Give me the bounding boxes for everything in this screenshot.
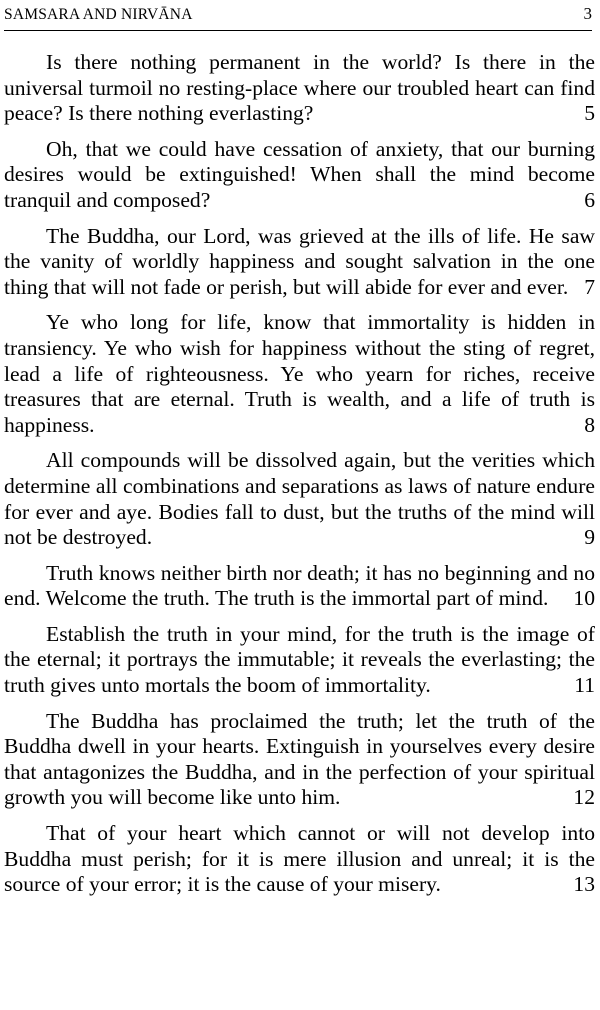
verse-11 [4,622,595,699]
verse-number: 5 [584,101,595,126]
verse-13 [4,821,595,898]
verse-number: 9 [584,525,595,550]
verse-8 [4,310,595,438]
verse-7 [4,224,595,301]
running-head [4,4,592,26]
verse-text: Truth knows neither birth nor death; it has no beginning and no end. Welcome the truth. The truth is the immortal part of mind. [4,560,595,611]
verse-6 [4,137,595,214]
verse-text: Ye who long for life, know that immortality is hidden in transiency. Ye who wish for happiness without the sting of regret, lead a life of righteousness. Ye who yearn for riches, receive treasures that are eternal. Truth is wealth, and a life of truth is happiness. [4,310,595,437]
verse-text: Is there nothing permanent in the world? Is there in the universal turmoil no resting-place where our troubled heart can find peace? Is there nothing everlasting? [4,50,595,126]
verse-number: 11 [574,673,595,698]
verse-number: 7 [584,274,595,299]
header-rule [4,30,592,31]
page-body [4,50,595,908]
verse-number: 13 [573,872,595,897]
verse-text: The Buddha has proclaimed the truth; let the truth of the Buddha dwell in your hearts. Extinguish in yourselves every desire that antagonizes the Buddha, and in the perfection of your spiritual growth you will become like unto him. [4,708,595,810]
verse-text: All compounds will be dissolved again, but the verities which determine all combinations and separations as laws of nature endure for ever and aye. Bodies fall to dust, but the truths of the mind will not be destroyed. [4,448,595,550]
verse-number: 6 [584,187,595,212]
verse-5 [4,50,595,127]
verse-number: 12 [573,785,595,810]
verse-number: 8 [584,412,595,437]
verse-10 [4,561,595,612]
verse-text: That of your heart which cannot or will not develop into Buddha must perish; for it is mere illusion and unreal; it is the source of your error; it is the cause of your misery. [4,821,595,897]
verse-12 [4,709,595,811]
verse-number: 10 [573,586,595,611]
running-title: SAMSARA AND NIRVĀNA [4,6,193,23]
verse-text: Oh, that we could have cessation of anxiety, that our burning desires would be extinguished! When shall the mind become tranquil and composed? [4,136,595,212]
verse-9 [4,448,595,550]
verse-text: Establish the truth in your mind, for the truth is the image of the eternal; it portrays the immutable; it reveals the everlasting; the truth gives unto mortals the boom of immortality. [4,621,595,698]
verse-text: The Buddha, our Lord, was grieved at the ills of life. He saw the vanity of worldly happiness and sought salvation in the one thing that will not fade or perish, but will abide for ever and ever. [4,223,595,299]
page-number: 3 [583,4,592,23]
